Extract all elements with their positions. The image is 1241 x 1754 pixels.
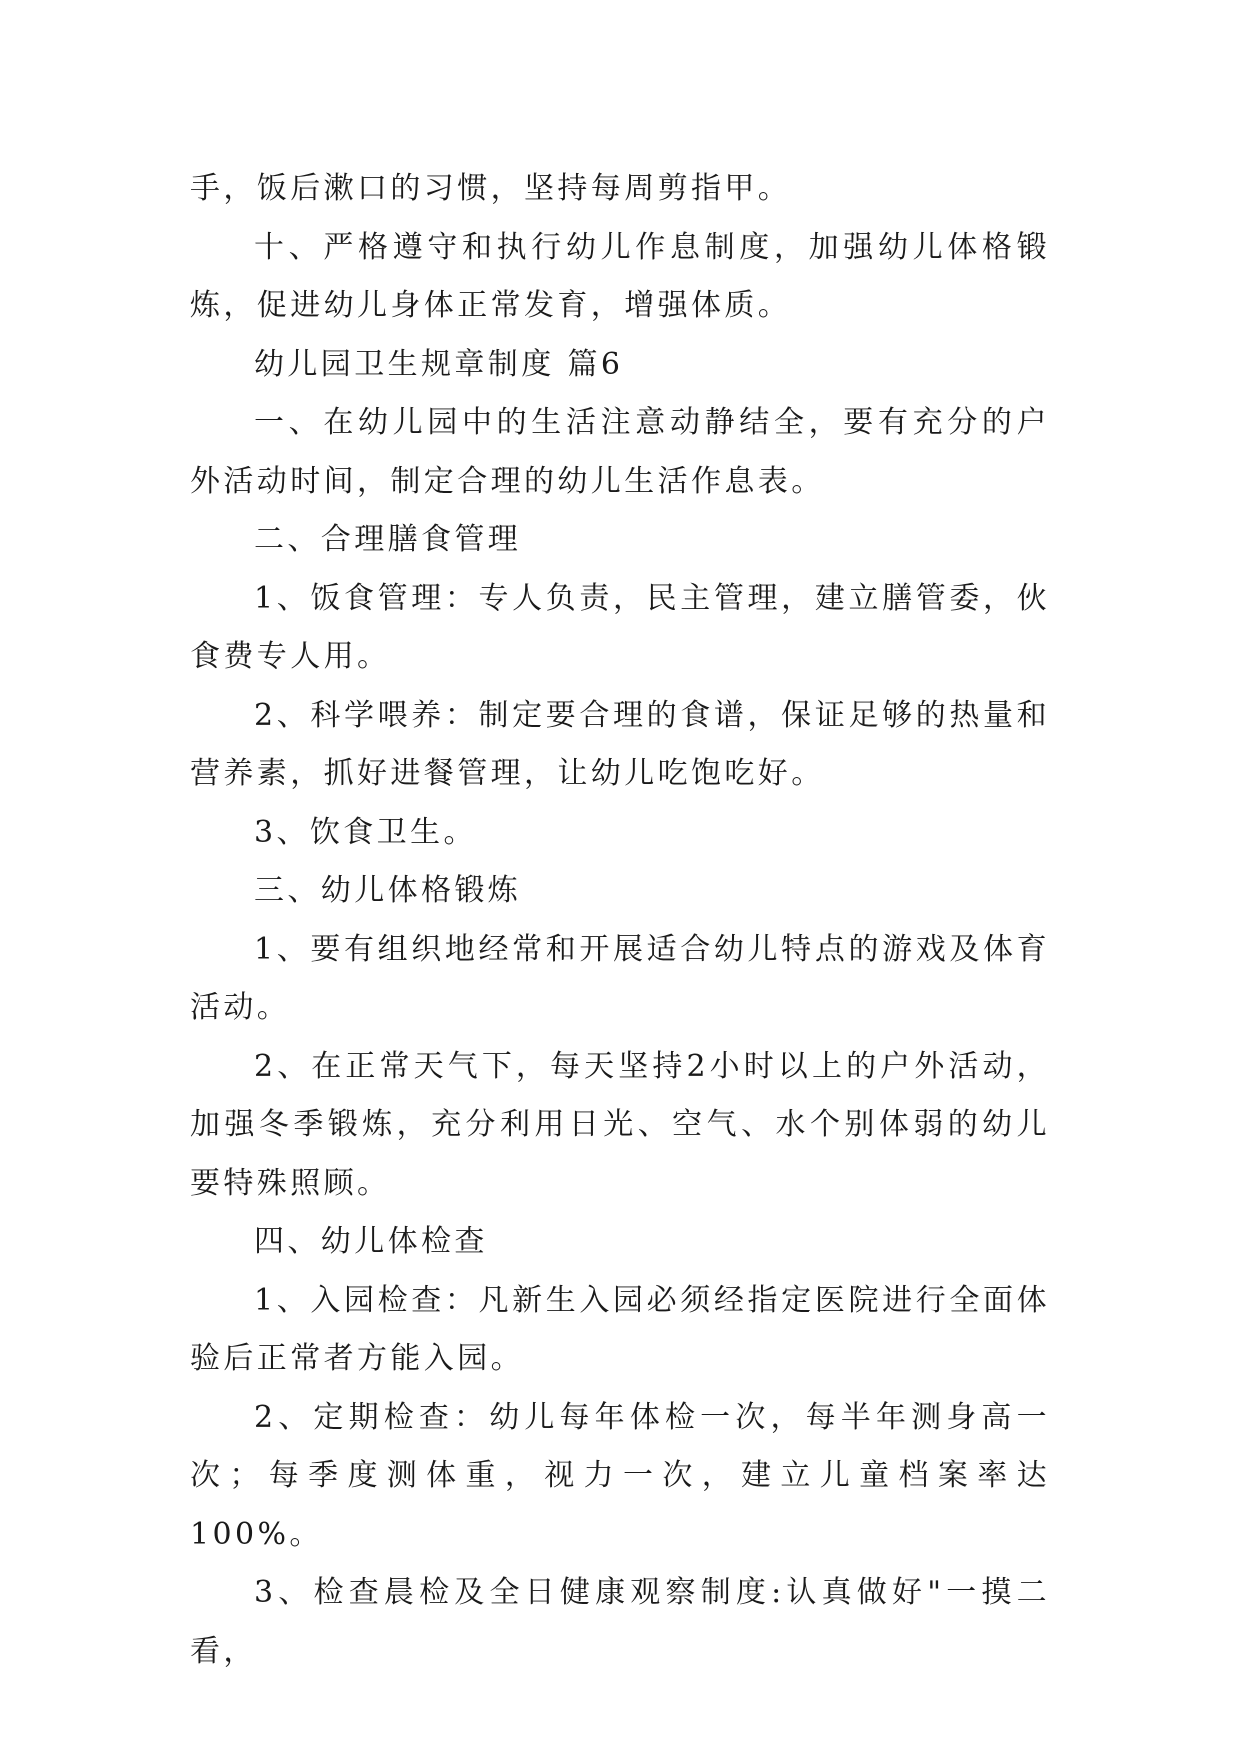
paragraph-food-hygiene: 3、饮食卫生。 [254, 814, 477, 850]
paragraph-item-one-schedule: 一、在幼儿园中的生活注意动静结全，要有充分的户外活动时间，制定合理的幼儿生活作息表。 [190, 405, 1050, 499]
paragraph-outdoor-activities: 2、在正常天气下，每天坚持2小时以上的户外活动，加强冬季锻炼，充分利用日光、空气、水个别体弱的幼儿要特殊照顾。 [190, 1048, 1050, 1201]
paragraph-entrance-check: 1、入园检查：凡新生入园必须经指定医院进行全面体验后正常者方能入园。 [190, 1282, 1050, 1376]
subheading-physical-exercise: 三、幼儿体格锻炼 [254, 873, 522, 908]
paragraph-organized-activities: 1、要有组织地经常和开展适合幼儿特点的游戏及体育活动。 [190, 931, 1050, 1025]
paragraph-scientific-feeding: 2、科学喂养：制定要合理的食谱，保证足够的热量和营养素，抓好进餐管理，让幼儿吃饱吃好。 [190, 697, 1050, 791]
section-heading-part-6: 幼儿园卫生规章制度 篇6 [254, 346, 624, 382]
paragraph-periodic-check: 2、定期检查：幼儿每年体检一次，每半年测身高一次；每季度测体重，视力一次，建立儿童档案率达100%。 [190, 1399, 1050, 1552]
paragraph-item-ten-routine: 十、严格遵守和执行幼儿作息制度，加强幼儿体格锻炼，促进幼儿身体正常发育，增强体质。 [190, 229, 1050, 323]
document-body [190, 160, 1050, 1681]
subheading-diet-management: 二、合理膳食管理 [254, 522, 522, 557]
paragraph-meal-management: 1、饭食管理：专人负责，民主管理，建立膳管委，伙食费专人用。 [190, 580, 1050, 674]
paragraph-handwashing-habit: 手，饭后漱口的习惯，坚持每周剪指甲。 [190, 171, 792, 206]
paragraph-morning-check: 3、检查晨检及全日健康观察制度:认真做好"一摸二看， [190, 1575, 1050, 1669]
subheading-health-checkup: 四、幼儿体检查 [254, 1224, 488, 1259]
